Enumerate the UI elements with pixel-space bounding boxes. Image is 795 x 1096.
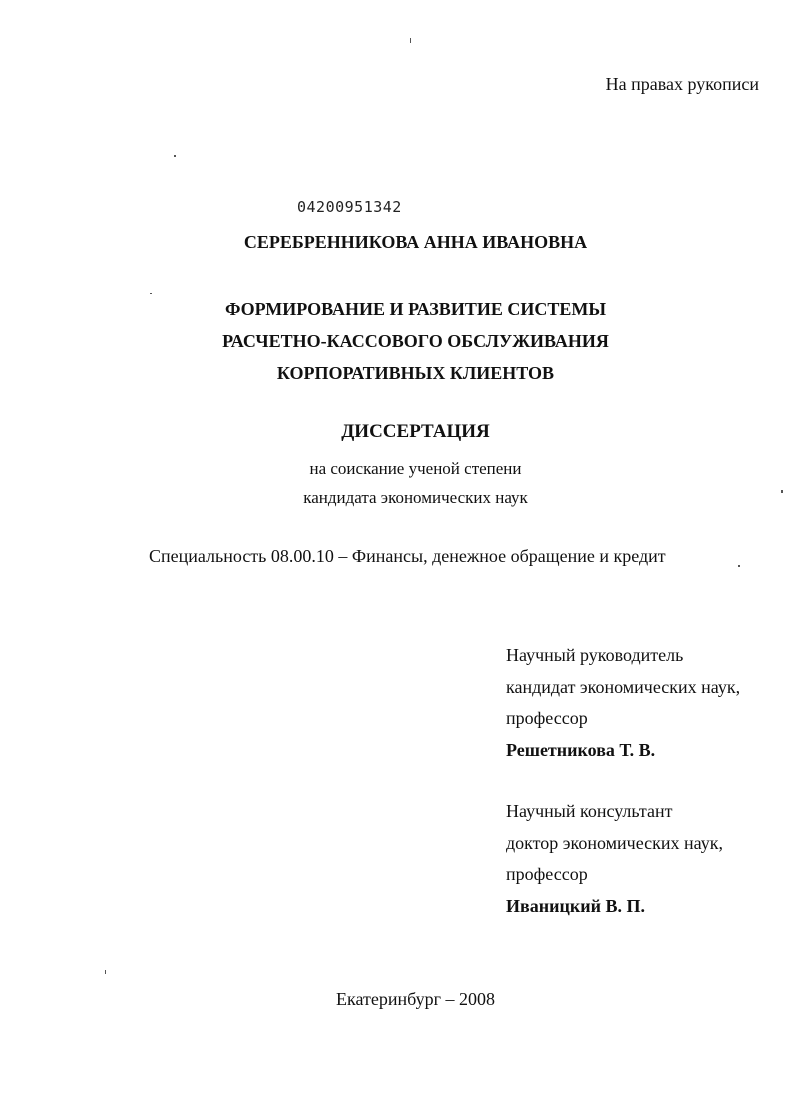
registry-stamp-number: 04200951342 xyxy=(297,198,402,216)
consultant-degree: доктор экономических наук, xyxy=(506,832,723,853)
supervisor-name: Решетникова Т. В. xyxy=(506,739,656,760)
consultant-block xyxy=(506,796,723,922)
supervisor-role: Научный руководитель xyxy=(506,645,684,665)
consultant-role: Научный консультант xyxy=(506,801,673,821)
specialty-line: Специальность 08.00.10 – Финансы, денежное обращение и кредит xyxy=(149,546,666,566)
scan-speck xyxy=(105,970,106,974)
scan-speck xyxy=(781,490,783,493)
degree-line: кандидата экономических наук xyxy=(303,488,528,507)
supervisor-title: профессор xyxy=(506,708,588,728)
degree-statement xyxy=(18,454,795,512)
title-line: РАСЧЕТНО-КАССОВОГО ОБСЛУЖИВАНИЯ xyxy=(222,331,609,351)
degree-line: на соискание ученой степени xyxy=(309,459,522,478)
city-year: Екатеринбург – 2008 xyxy=(336,989,495,1009)
dissertation-title xyxy=(18,293,795,389)
title-line: ФОРМИРОВАНИЕ И РАЗВИТИЕ СИСТЕМЫ xyxy=(224,299,607,319)
document-type: ДИССЕРТАЦИЯ xyxy=(341,421,490,442)
rights-notice: На правах рукописи xyxy=(605,74,759,94)
supervisor-degree: кандидат экономических наук, xyxy=(506,676,741,697)
supervisor-block xyxy=(506,640,740,766)
scan-speck xyxy=(150,293,152,294)
consultant-title: профессор xyxy=(506,864,588,884)
consultant-name: Иваницкий В. П. xyxy=(506,895,645,916)
scan-speck xyxy=(410,38,411,43)
author-name: СЕРЕБРЕННИКОВА АННА ИВАНОВНА xyxy=(243,232,588,252)
title-line: КОРПОРАТИВНЫХ КЛИЕНТОВ xyxy=(276,363,555,383)
scan-speck xyxy=(174,155,176,157)
scan-speck xyxy=(738,565,740,567)
